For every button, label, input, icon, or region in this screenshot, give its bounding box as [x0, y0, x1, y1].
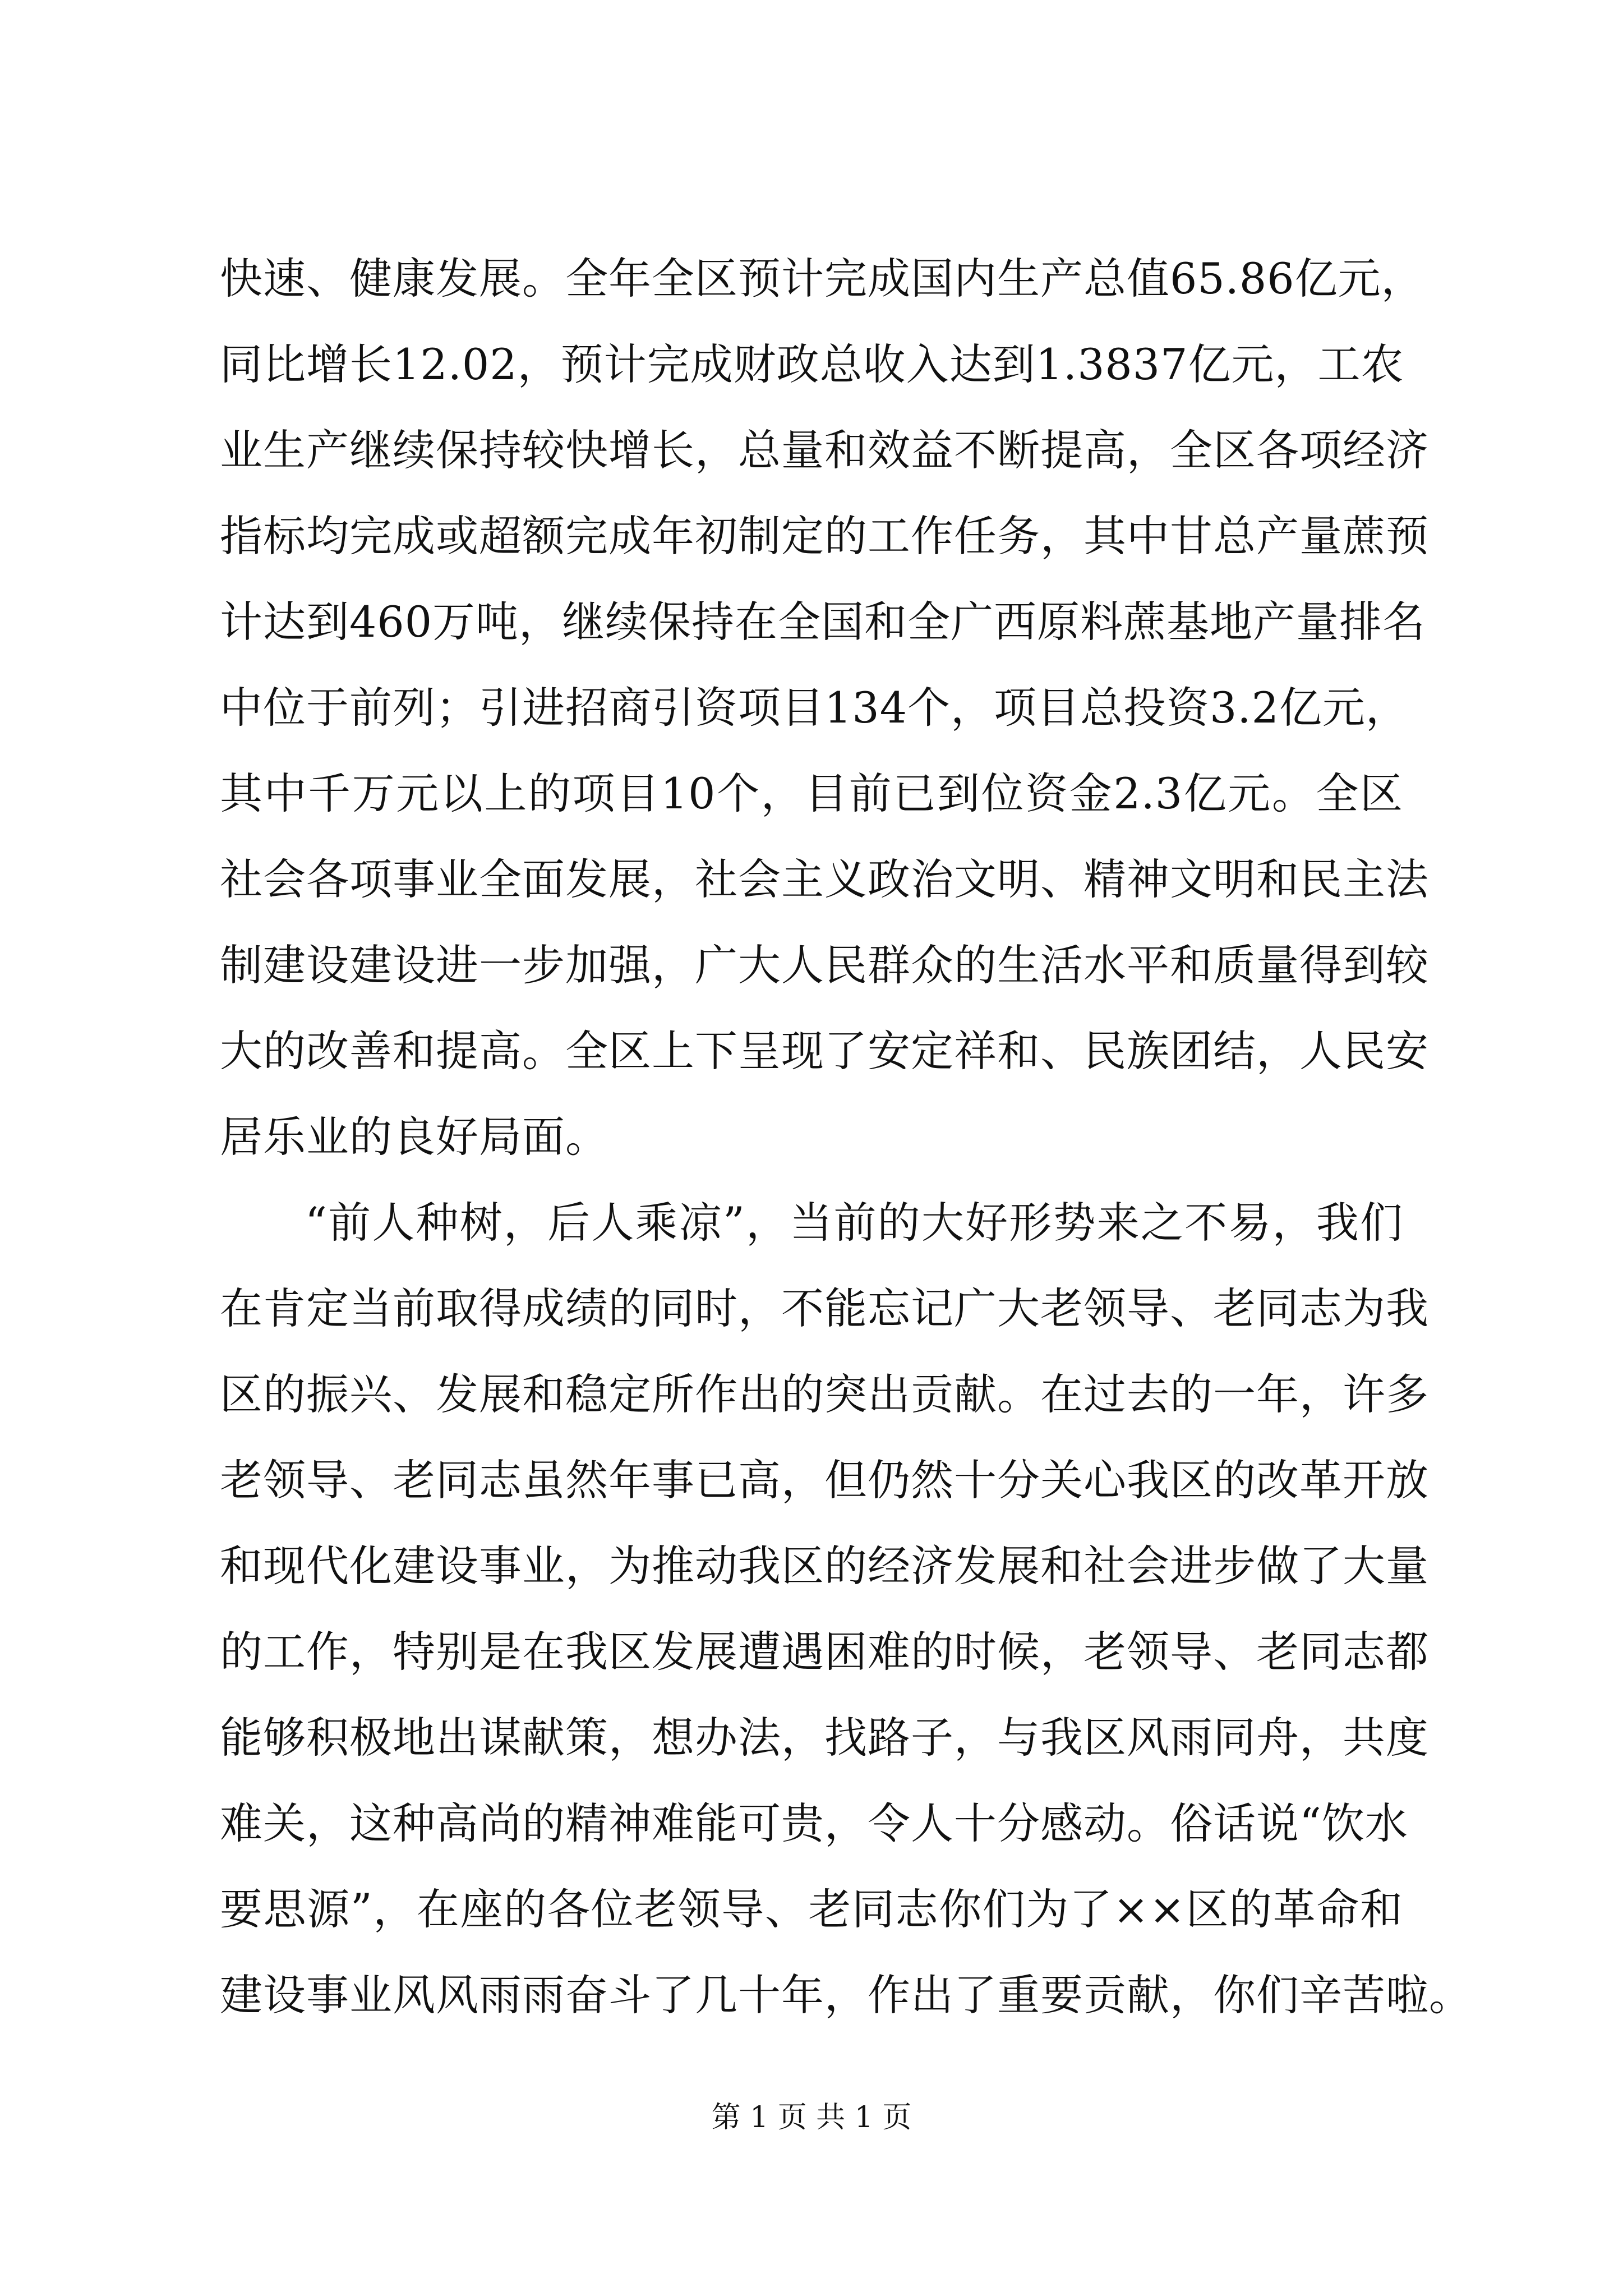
text-line: 的工作，特别是在我区发展遭遇困难的时候，老领导、老同志都	[220, 1627, 1429, 1677]
text-line: 大的改善和提高。全区上下呈现了安定祥和、民族团结，人民安	[220, 1026, 1429, 1076]
text-line: 业生产继续保持较快增长，总量和效益不断提高，全区各项经济	[220, 425, 1429, 475]
text-line: 指标均完成或超额完成年初制定的工作任务，其中甘总产量蔗预	[220, 511, 1429, 561]
text-line: 和现代化建设事业，为推动我区的经济发展和社会进步做了大量	[220, 1541, 1429, 1591]
text-line: 区的振兴、发展和稳定所作出的突出贡献。在过去的一年，许多	[220, 1369, 1429, 1419]
text-line: 老领导、老同志虽然年事已高，但仍然十分关心我区的改革开放	[220, 1455, 1429, 1505]
text-line: 在肯定当前取得成绩的同时，不能忘记广大老领导、老同志为我	[220, 1283, 1429, 1333]
text-line: 能够积极地出谋献策，想办法，找路子，与我区风雨同舟，共度	[220, 1713, 1429, 1763]
paragraph-1	[220, 236, 1429, 1180]
text-line: 建设事业风风雨雨奋斗了几十年，作出了重要贡献，你们辛苦啦。	[220, 1970, 1472, 2020]
text-line: 同比增长12.02，预计完成财政总收入达到1.3837亿元，工农	[220, 339, 1404, 389]
page-footer	[0, 2098, 1623, 2137]
text-line: 社会各项事业全面发展，社会主义政治文明、精神文明和民主法	[220, 854, 1429, 904]
text-line: “前人种树，后人乘凉”，当前的大好形势来之不易，我们	[305, 1198, 1403, 1248]
text-line: 居乐业的良好局面。	[220, 1112, 608, 1162]
text-line: 计达到460万吨，继续保持在全国和全广西原料蔗基地产量排名	[220, 597, 1426, 647]
paragraph-2	[220, 1180, 1472, 2038]
document-body	[220, 236, 1472, 2038]
text-line: 制建设建设进一步加强，广大人民群众的生活水平和质量得到较	[220, 940, 1429, 990]
text-line: 难关，这种高尚的精神难能可贵，令人十分感动。俗话说“饮水	[220, 1798, 1408, 1848]
text-line: 其中千万元以上的项目10个，目前已到位资金2.3亿元。全区	[220, 769, 1403, 818]
text-line: 快速、健康发展。全年全区预计完成国内生产总值65.86亿元，	[220, 254, 1424, 303]
text-line: 要思源”，在座的各位老领导、老同志你们为了××区的革命和	[220, 1884, 1403, 1934]
text-line: 中位于前列；引进招商引资项目134个，项目总投资3.2亿元，	[220, 683, 1409, 733]
page-number-label: 第 1 页 共 1 页	[711, 2101, 912, 2134]
